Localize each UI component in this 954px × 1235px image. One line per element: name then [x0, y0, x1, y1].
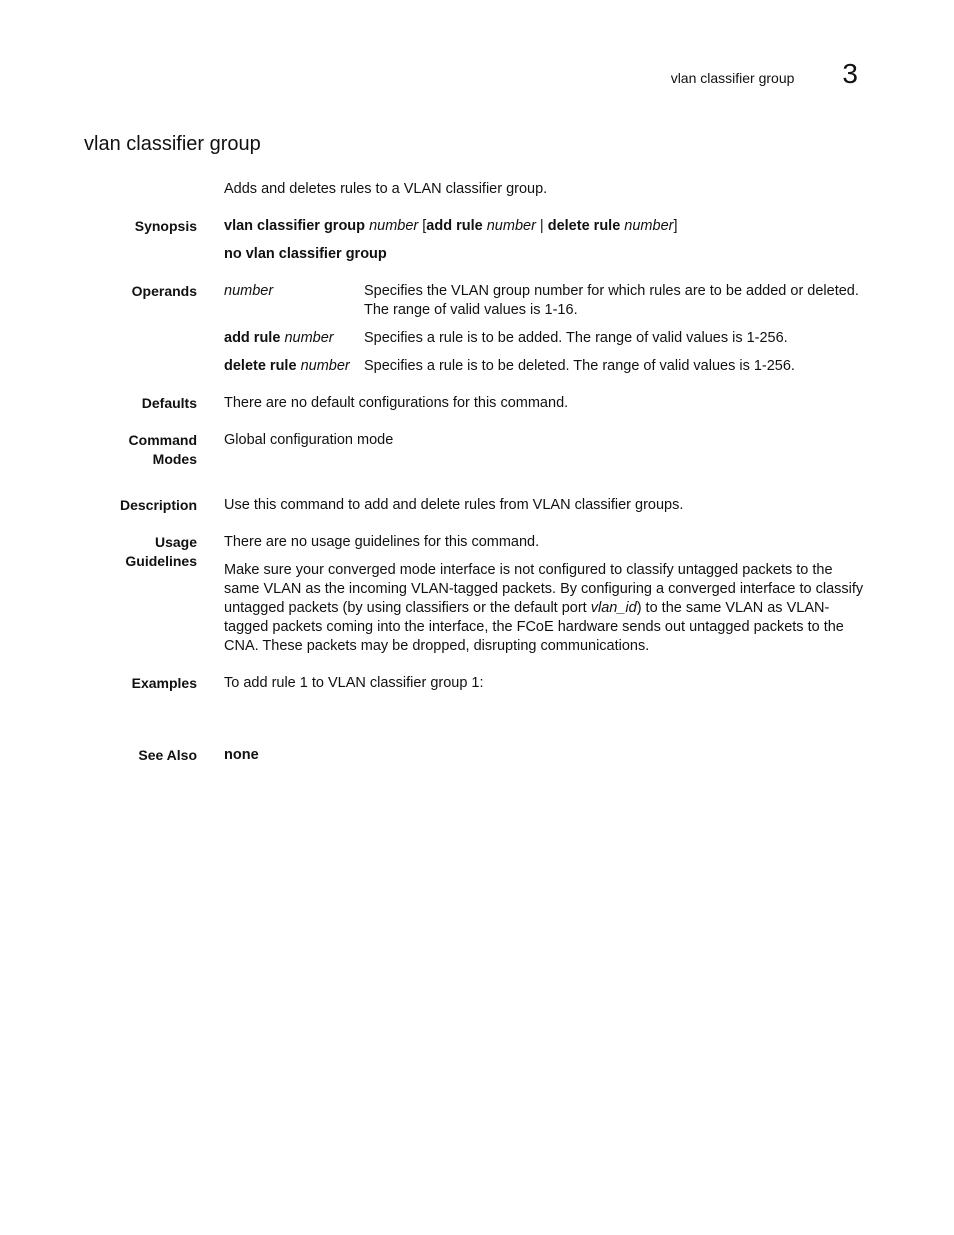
operand-term: [224, 282, 364, 320]
usage-section: [0, 533, 954, 656]
defaults-text: There are no default configurations for this command.: [224, 395, 569, 411]
usage-text-part: ) to the same VLAN as VLAN-tagged packets coming into the interface, the FCoE hardware sends out untagged packets to the CNA. These packets may be dropped, disrupting communications.: [224, 600, 844, 654]
intro-text: Adds and deletes rules to a VLAN classifier group.: [224, 181, 548, 197]
usage-text: [224, 561, 869, 656]
operand-description: Specifies the VLAN group number for which rules are to be added or deleted. The range of valid values is 1-16.: [364, 283, 859, 318]
synopsis-arg: number: [369, 218, 419, 234]
synopsis-open-bracket: [: [418, 218, 427, 234]
description-text: Use this command to add and delete rules from VLAN classifier groups.: [224, 497, 684, 513]
examples-text: To add rule 1 to VLAN classifier group 1:: [224, 675, 484, 691]
synopsis-label: Synopsis: [134, 218, 197, 234]
operand-keyword: delete rule: [224, 358, 297, 374]
operand-item: [224, 282, 869, 320]
operand-description: Specifies a rule is to be added. The range of valid values is 1-256.: [364, 330, 788, 346]
synopsis-delete-rule: delete rule: [547, 218, 621, 234]
operands-section: [0, 282, 954, 376]
synopsis-close-bracket: ]: [673, 218, 678, 234]
synopsis-command: vlan classifier group: [224, 218, 366, 234]
defaults-label: Defaults: [141, 395, 197, 411]
running-header: [671, 58, 858, 90]
description-label: Description: [119, 497, 197, 513]
see-also-text: none: [224, 747, 259, 763]
see-also-section: [0, 746, 954, 765]
see-also-label: See Also: [138, 747, 197, 763]
command-modes-section: [0, 431, 954, 478]
operand-arg: number: [300, 358, 350, 374]
intro-section: [0, 180, 954, 199]
usage-arg: vlan_id: [590, 600, 637, 616]
command-modes-label-line: Command: [128, 432, 197, 448]
chapter-number: 3: [842, 58, 858, 89]
synopsis-arg: number: [624, 218, 674, 234]
operand-item: [224, 329, 869, 348]
command-modes-text: Global configuration mode: [224, 432, 394, 448]
synopsis-arg: number: [486, 218, 536, 234]
command-modes-label: [87, 431, 197, 469]
examples-label: Examples: [131, 675, 197, 691]
operand-keyword: add rule: [224, 330, 281, 346]
command-reference: [0, 180, 954, 783]
synopsis-syntax: [224, 217, 869, 236]
examples-section: [0, 674, 954, 728]
operands-label: Operands: [131, 283, 197, 299]
running-title: vlan classifier group: [670, 70, 795, 86]
usage-label-line: Usage: [154, 534, 197, 550]
operand-term: [224, 357, 364, 376]
synopsis-section: [0, 217, 954, 264]
defaults-section: [0, 394, 954, 413]
usage-text-part: Make sure your converged mode interface is not configured to classify untagged packets to the same VLAN as the incoming VLAN-tagged packets. By configuring a converged interface to classify untagged packets (by using classifiers or the default port: [224, 562, 864, 616]
synopsis-add-rule: add rule: [426, 218, 483, 234]
operand-arg: number: [224, 283, 274, 299]
operand-term: [224, 329, 364, 348]
synopsis-pipe: |: [535, 218, 548, 234]
operand-item: [224, 357, 869, 376]
synopsis-no-form: no vlan classifier group: [224, 246, 387, 262]
command-modes-label-line: Modes: [152, 451, 197, 467]
operand-description: Specifies a rule is to be deleted. The range of valid values is 1-256.: [364, 358, 795, 374]
usage-label-line: Guidelines: [125, 553, 197, 569]
usage-text: There are no usage guidelines for this command.: [224, 534, 540, 550]
description-section: [0, 496, 954, 515]
operand-arg: number: [284, 330, 334, 346]
usage-label: [87, 533, 197, 571]
page-title: vlan classifier group: [84, 133, 261, 155]
